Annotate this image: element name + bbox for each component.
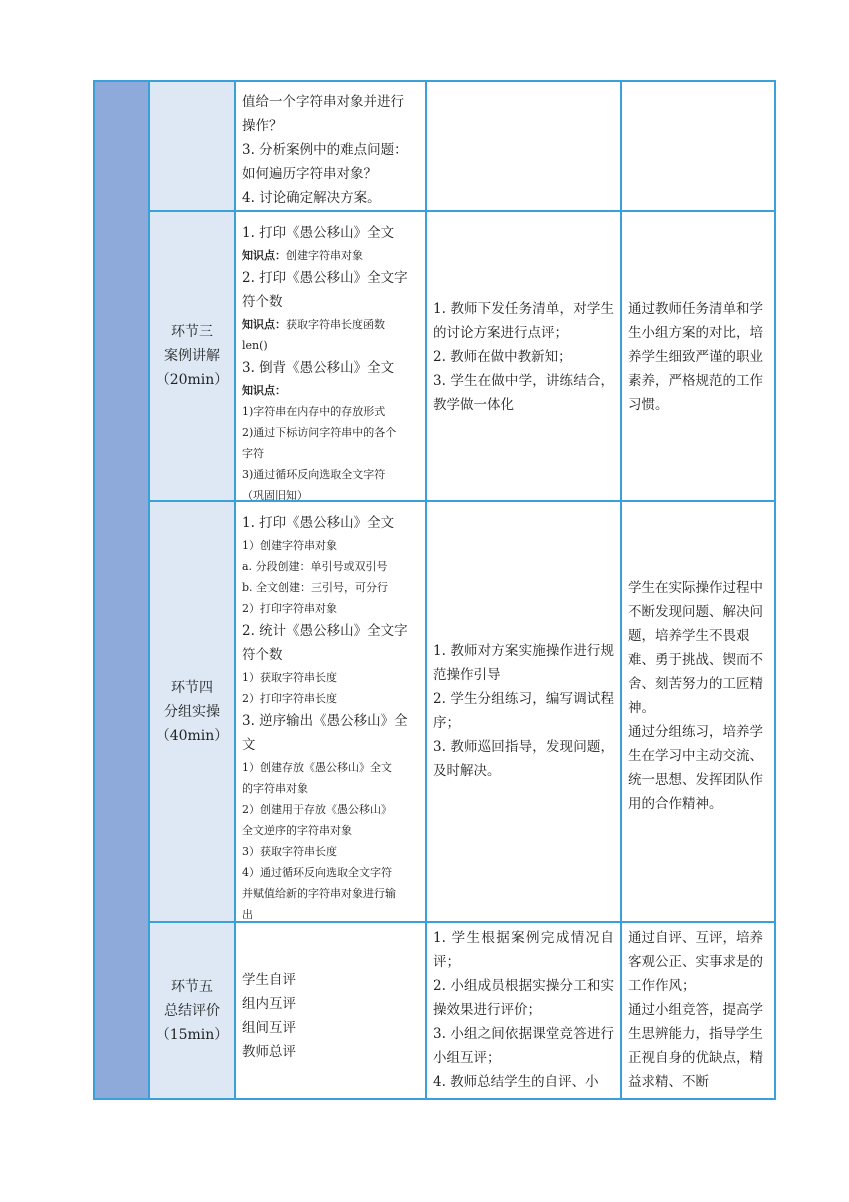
paragraph: 1. 教师下发任务清单，对学生的讨论方案进行点评； (433, 301, 614, 341)
paragraph: 学生在实际操作过程中不断发现问题、解决问题，培养学生不畏艰难、勇于挑战、锲而不舍、刻苦努力的工匠精神。 (628, 580, 763, 716)
content-line: 符个数 (242, 647, 283, 663)
paragraph: 3. 教师巡回指导，发现问题，及时解决。 (433, 739, 614, 779)
content-line: 1. 打印《愚公移山》全文 (242, 225, 395, 241)
content-line: 出 (242, 908, 253, 921)
paragraph: 1. 教师对方案实施操作进行规范操作引导 (433, 643, 614, 683)
content-line: len() (242, 339, 268, 352)
content-line: 3. 逆序输出《愚公移山》全 (242, 713, 408, 729)
content-line: 3. 倒背《愚公移山》全文 (242, 360, 395, 376)
row-0-content (236, 84, 425, 210)
grid-line (148, 210, 774, 212)
content-line: 文 (242, 737, 256, 753)
row-2-content (236, 505, 425, 921)
paragraph: 2. 小组成员根据实操分工和实操效果进行评价； (433, 978, 614, 1018)
row-3-goal (622, 926, 776, 1098)
paragraph: 2. 学生分组练习，编写调试程序； (433, 691, 614, 731)
content-line: 2)通过下标访问字符串中的各个 (242, 426, 397, 439)
content-line: b. 全文创建：三引号，可分行 (242, 581, 389, 594)
content-line: 字符 (242, 447, 264, 460)
stage-5-label (150, 923, 234, 1098)
content-line: a. 分段创建：单引号或双引号 (242, 560, 388, 573)
stage-label-line: 总结评价 (164, 1002, 220, 1019)
content-line: 知识点： (242, 384, 286, 397)
content-line: 符个数 (242, 294, 283, 310)
content-line: 操作？ (242, 118, 283, 134)
content-line: 1)字符串在内存中的存放形式 (242, 405, 386, 418)
content-line: 组间互评 (242, 1020, 296, 1036)
content-line: 值给一个字符串对象并进行 (242, 94, 404, 110)
stage-label-line: 环节三 (171, 324, 213, 340)
stage-label-line: 分组实操 (164, 703, 220, 720)
row-1-goal (622, 297, 776, 417)
paragraph: 通过分组练习，培养学生在学习中主动交流、统一思想、发挥团队作用的合作精神。 (628, 724, 763, 812)
stage-4-label (150, 502, 234, 921)
row-1-teacher-activity (427, 297, 620, 417)
paragraph: 通过教师任务清单和学生小组方案的对比，培养学生细致严谨的职业素养，严格规范的工作习惯。 (628, 301, 763, 413)
content-line: 知识点：创建字符串对象 (242, 249, 363, 262)
content-line: 教师总评 (242, 1044, 296, 1060)
content-line: 3）获取字符串长度 (242, 845, 337, 858)
content-line: 4. 讨论确定解决方案。 (242, 190, 381, 206)
content-line: 2. 打印《愚公移山》全文字 (242, 270, 408, 286)
paragraph: 1. 学生根据案例完成情况自评； (433, 930, 614, 970)
stage-label-line: 环节五 (171, 978, 213, 995)
content-line: 全文逆序的字符串对象 (242, 824, 352, 837)
content-line: 组内互评 (242, 996, 296, 1012)
stage-label-line: （15min） (155, 1026, 229, 1043)
row-2-goal (622, 576, 776, 816)
paragraph: 3. 学生在做中学，讲练结合，教学做一体化 (433, 373, 614, 413)
paragraph: 4. 教师总结学生的自评、小 (433, 1074, 599, 1090)
content-line: 3. 分析案例中的难点问题： (242, 142, 408, 158)
content-line: 1）创建字符串对象 (242, 539, 337, 552)
left-shaded-column (95, 82, 148, 1098)
paragraph: 3. 小组之间依据课堂竞答进行小组互评； (433, 1026, 614, 1066)
content-line: 1）创建存放《愚公移山》全文 (242, 761, 392, 774)
content-line: 如何遍历字符串对象？ (242, 166, 377, 182)
content-line: 的字符串对象 (242, 782, 308, 795)
content-line: 3)通过循环反向选取全文字符 (242, 468, 386, 481)
content-line: 2）打印字符串对象 (242, 602, 337, 615)
content-line: 1. 打印《愚公移山》全文 (242, 515, 395, 531)
row-3-content (236, 962, 425, 1064)
content-line: 4）通过循环反向选取全文字符 (242, 866, 392, 879)
stage-label-line: （40min） (155, 727, 229, 744)
content-line: 学生自评 (242, 972, 296, 988)
content-line: 1）获取字符串长度 (242, 671, 337, 684)
content-line: 并赋值给新的字符串对象进行输 (242, 887, 396, 900)
stage-3-label (150, 212, 234, 500)
paragraph: 通过小组竞答，提高学生思辨能力，指导学生正视自身的优缺点，精益求精、不断 (628, 1002, 763, 1090)
stage-label-line: 案例讲解 (164, 348, 220, 364)
content-line: 2. 统计《愚公移山》全文字 (242, 623, 408, 639)
row-2-teacher-activity (427, 639, 620, 783)
paragraph: 通过自评、互评，培养客观公正、实事求是的工作作风； (628, 930, 763, 994)
paragraph: 2. 教师在做中教新知； (433, 349, 572, 365)
stage-label-line: 环节四 (171, 679, 213, 696)
content-line: 2）打印字符串长度 (242, 692, 337, 705)
content-line: （巩固旧知） (242, 489, 308, 502)
row-1-content (236, 215, 425, 500)
stage-label-line: （20min） (155, 372, 229, 388)
row-3-teacher-activity (427, 926, 620, 1098)
lesson-plan-table (93, 80, 776, 1100)
content-line: 2）创建用于存放《愚公移山》 (242, 803, 392, 816)
content-line: 知识点：获取字符串长度函数 (242, 318, 385, 331)
